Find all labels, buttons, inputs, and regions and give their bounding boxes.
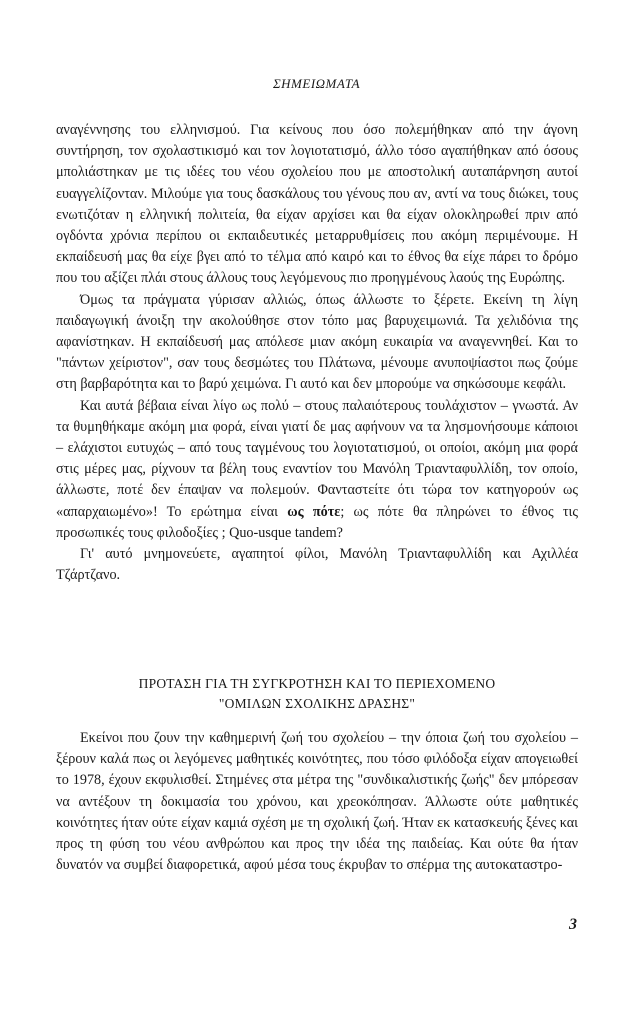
paragraph: Γι' αυτό μνημονεύετε, αγαπητοί φίλοι, Μανόλη Τριανταφυλλίδη και Αχιλλέα Τζάρτζανο. [56, 546, 578, 584]
section-heading [56, 674, 578, 714]
section-1-body [56, 120, 578, 586]
emphasis-text: ως πότε [287, 503, 341, 520]
section-2-body [56, 728, 578, 876]
paragraph [56, 396, 578, 544]
paragraph: Όμως τα πράγματα γύρισαν αλλιώς, όπως άλλωστε το ξέρετε. Εκείνη τη λίγη παιδαγωγική άνοιξη την ακολούθησε στον τόπο μας βαρυχειμωνιά. Τα χελιδόνια της αφανίστηκαν. Η εκπαίδευσή μας απόλεσε μιαν ακόμη ευκαιρία να αναγεννηθεί. Και το "πάντων χείριστον", σαν τους δεσμώτες του Πλάτωνα, μένουμε ανυποψίαστοι πως ζούμε στη βαρβαρότητα και το βαρύ χειμώνα. Γι αυτό και δεν μπορούμε να σηκώσουμε κεφάλι. [56, 291, 578, 393]
paragraph: Εκείνοι που ζουν την καθημερινή ζωή του σχολείου – την όποια ζωή του σχολείου – ξέρουν καλά πως οι λεγόμενες μαθητικές κοινότητες, που τόσο φιλόδοξα είχαν απογειωθεί το 1978, έχουν εκφυλισθεί. Στημένες στα μέτρα της "συνδικαλιστικής ζωής" δεν μπόρεσαν να αντέξουν τη δοκιμασία του χρόνου, και χρεοκόπησαν. Άλλωστε ούτε μαθητικές κοινότητες ήταν ούτε είχαν καμιά σχέση με τη σχολική ζωή. Ήταν εκ κατασκευής ξένες και προς τη φύση του νέου ανθρώπου και προς την ιδέα της παιδείας. Και ούτε θα ήταν δυνατόν να συμβεί διαφορετικά, αφού μέσα τους έκρυβαν το σπέρμα της αυτοκαταστρο- [56, 730, 578, 874]
running-head: ΣΗΜΕΙΩΜΑΤΑ [272, 76, 361, 91]
section-heading-line-2: "ΟΜΙΛΩΝ ΣΧΟΛΙΚΗΣ ΔΡΑΣΗΣ" [218, 696, 416, 711]
page-number: 3 [569, 916, 577, 933]
paragraph-text-continued: ; ως πότε θα πληρώνει το έθνος τις προσωπικές τους φιλοδοξίες ; Quo-usque tandem? [56, 503, 578, 541]
section-heading-line-1: ΠΡΟΤΑΣΗ ΓΙΑ ΤΗ ΣΥΓΚΡΟΤΗΣΗ ΚΑΙ ΤΟ ΠΕΡΙΕΧΟΜΕΝΟ [138, 676, 496, 691]
paragraph: αναγέννησης του ελληνισμού. Για κείνους που όσο πολεμήθηκαν από την άγονη συντήρηση, τον σχολαστικισμό και τον λογιοτατισμό, άλλο τόσο αγαπήθηκαν από όσους μπολιάστηκαν με τις ιδέες του νέου σχολείου που με αποστολική αυταπάρνηση αυτοί ευαγγελίζονταν. Μιλούμε για τους δασκάλους του γένους που αν, αντί να τους διώκει, τους ενωτιζόταν η ελληνική πολιτεία, θα είχαν αρχίσει και θα είχαν ολοκληρωθεί πριν από ογδόντα χρόνια περίπου οι εκπαιδευτικές μεταρρυθμίσεις που ακόμη περιμένουμε. Η εκπαίδευσή μας θα είχε βγει από το τέλμα από καιρό και το έθνος θα είχε πάρει το δρόμο που του αξίζει πλάι στους άλλους τους λεγόμενους πιο προηγμένους λαούς της Ευρώπης. [56, 122, 578, 287]
paragraph-text: Και αυτά βέβαια είναι λίγο ως πολύ – στους παλαιότερους τουλάχιστον – γνωστά. Αν τα θυμηθήκαμε ακόμη μια φορά, είναι γιατί δε μας αφήνουν να τα λησμονήσουμε κάποιοι – ελάχιστοι ευτυχώς – από τους ταγμένους του λογιοτατισμού, οι οποίοι, ακόμη μια φορά στις μέρες μας, ρίχνουν τα βέλη τους εναντίον του Μανόλη Τριανταφυλλίδη, τον οποίο, άλλωστε, ποτέ δεν έπαψαν να πολεμούν. Φανταστείτε ότι τώρα τον κατηγορούν ως «απαρχαιωμένο»! Το ερώτημα είναι [56, 397, 578, 520]
